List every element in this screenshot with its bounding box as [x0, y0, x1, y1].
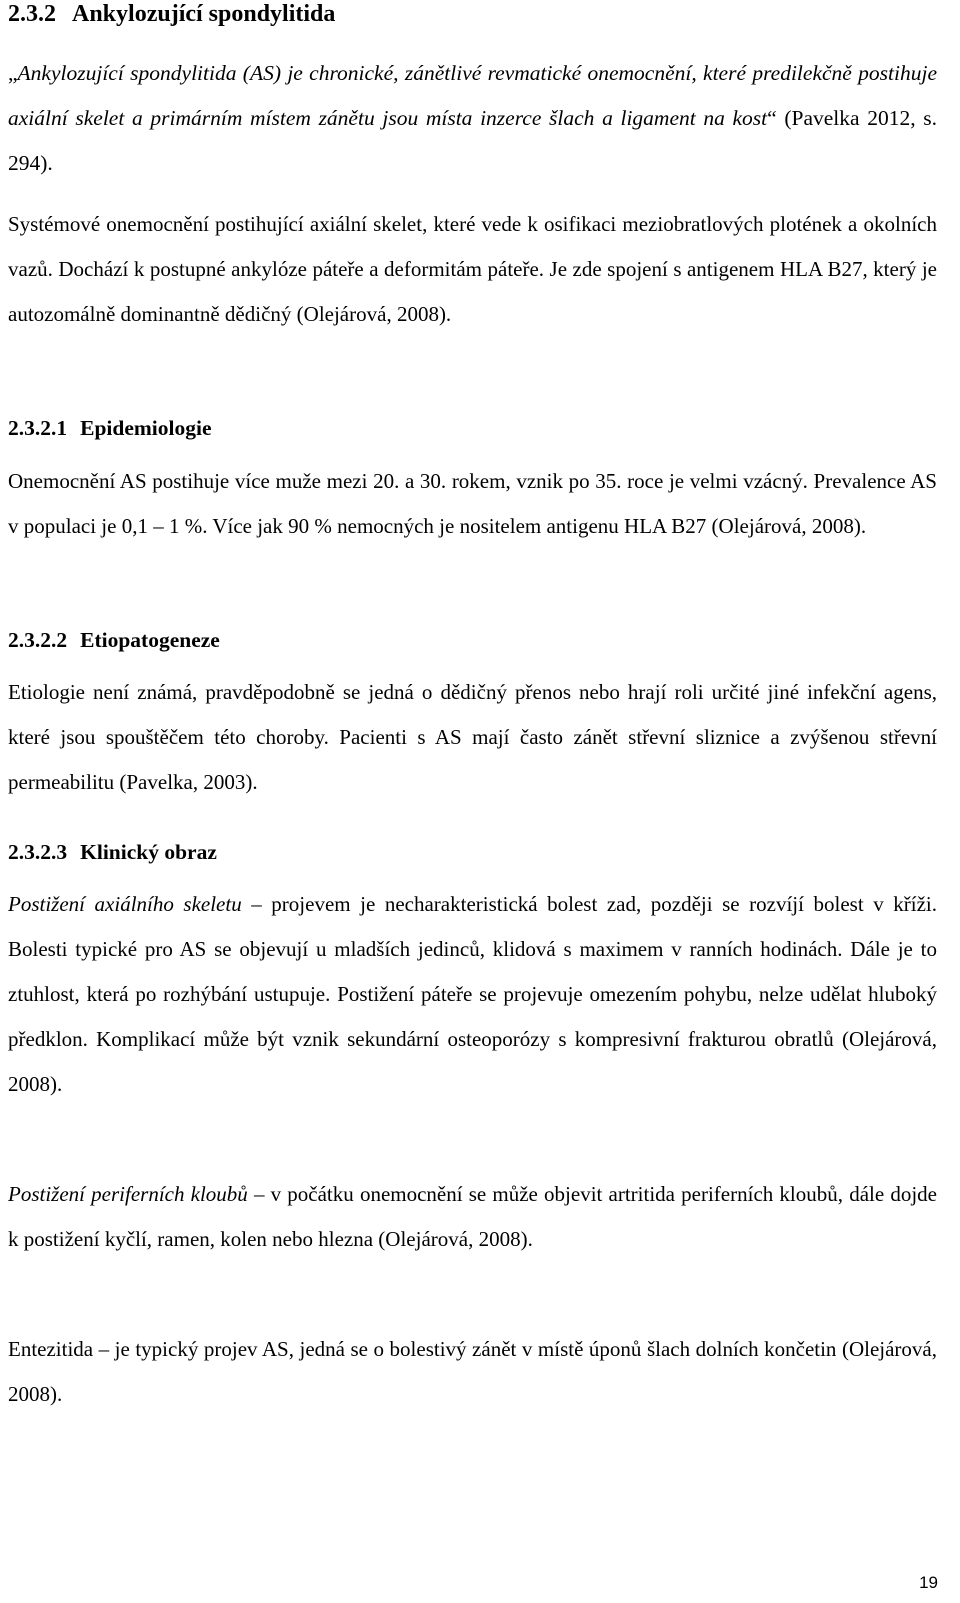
- clinical-title: Klinický obraz: [80, 840, 217, 864]
- intro-part-2: Dochází k postupné ankylóze páteře a deformitám páteře.: [58, 257, 550, 281]
- etiopathogenesis-paragraph: Etiologie není známá, pravděpodobně se jedná o dědičný přenos nebo hrají roli určité jiné infekční agens, které jsou spouštěčem této choroby. Pacienti s AS mají často zánět střevní sliznice a zvýšenou střevní permeabilitu (Pavelka, 2003).: [8, 680, 937, 794]
- peripheral-term: Postižení periferních kloubů: [8, 1182, 248, 1206]
- epidemiology-number: 2.3.2.1: [8, 416, 68, 440]
- intro-part-1: Systémové onemocnění postihující axiální skelet, které vede k osifikaci meziobratlových plotének a okolních vazů.: [8, 212, 937, 281]
- etiopathogenesis-title: Etiopatogeneze: [80, 628, 220, 652]
- etiopathogenesis-heading: [8, 625, 220, 655]
- quote-text: Ankylozující spondylitida (AS) je chronické, zánětlivé revmatické onemocnění, které predilekčně postihuje axiální skelet a primárním místem zánětu jsou místa inzerce šlach a ligament na kost: [8, 61, 937, 130]
- quote-citation: (Pavelka 2012, s. 294).: [8, 106, 937, 175]
- axial-text: – projevem je necharakteristická bolest zad, později se rozvíjí bolest v kříži. Bolesti typické pro AS se objevují u mladších jedinců, klidová s maximem v ranních hodinách. Dále je to ztuhlost, která po rozhýbání ustupuje. Postižení páteře se projevuje omezením pohybu, nelze udělat hluboký předklon. Komplikací může být vznik sekundární osteoporózy s kompresivní frakturou obratlů (Olejárová, 2008).: [8, 892, 937, 1096]
- axial-paragraph: [8, 882, 937, 1107]
- section-heading: [8, 0, 335, 34]
- clinical-number: 2.3.2.3: [8, 840, 68, 864]
- peripheral-paragraph: [8, 1172, 937, 1262]
- section-number: 2.3.2: [8, 1, 56, 27]
- epidemiology-heading: [8, 413, 212, 443]
- peripheral-text: – v počátku onemocnění se může objevit artritida periferních kloubů, dále dojde k postižení kyčlí, ramen, kolen nebo hlezna (Olejárová, 2008).: [8, 1182, 937, 1251]
- quote-open-mark: „: [8, 61, 18, 85]
- enthesitis-paragraph: Entezitida – je typický projev AS, jedná se o bolestivý zánět v místě úponů šlach dolních končetin (Olejárová, 2008).: [8, 1337, 937, 1406]
- clinical-heading: [8, 837, 217, 867]
- definition-quote: [8, 51, 937, 186]
- intro-paragraph: [8, 202, 937, 337]
- axial-term: Postižení axiálního skeletu: [8, 892, 242, 916]
- etiopathogenesis-number: 2.3.2.2: [8, 628, 68, 652]
- epidemiology-title: Epidemiologie: [80, 416, 212, 440]
- section-title: Ankylozující spondylitida: [72, 1, 336, 27]
- page-number: 19: [919, 1573, 938, 1592]
- quote-close-mark: “: [767, 106, 777, 130]
- epidemiology-paragraph: Onemocnění AS postihuje více muže mezi 20. a 30. rokem, vznik po 35. roce je velmi vzácný. Prevalence AS v populaci je 0,1 – 1 %. Více jak 90 % nemocných je nositelem antigenu HLA B27 (Olejárová, 2008).: [8, 469, 937, 538]
- intro-part-3: Je zde spojení s antigenem HLA B27, který je autozomálně dominantně dědičný (Olejárová, 2008).: [8, 257, 937, 326]
